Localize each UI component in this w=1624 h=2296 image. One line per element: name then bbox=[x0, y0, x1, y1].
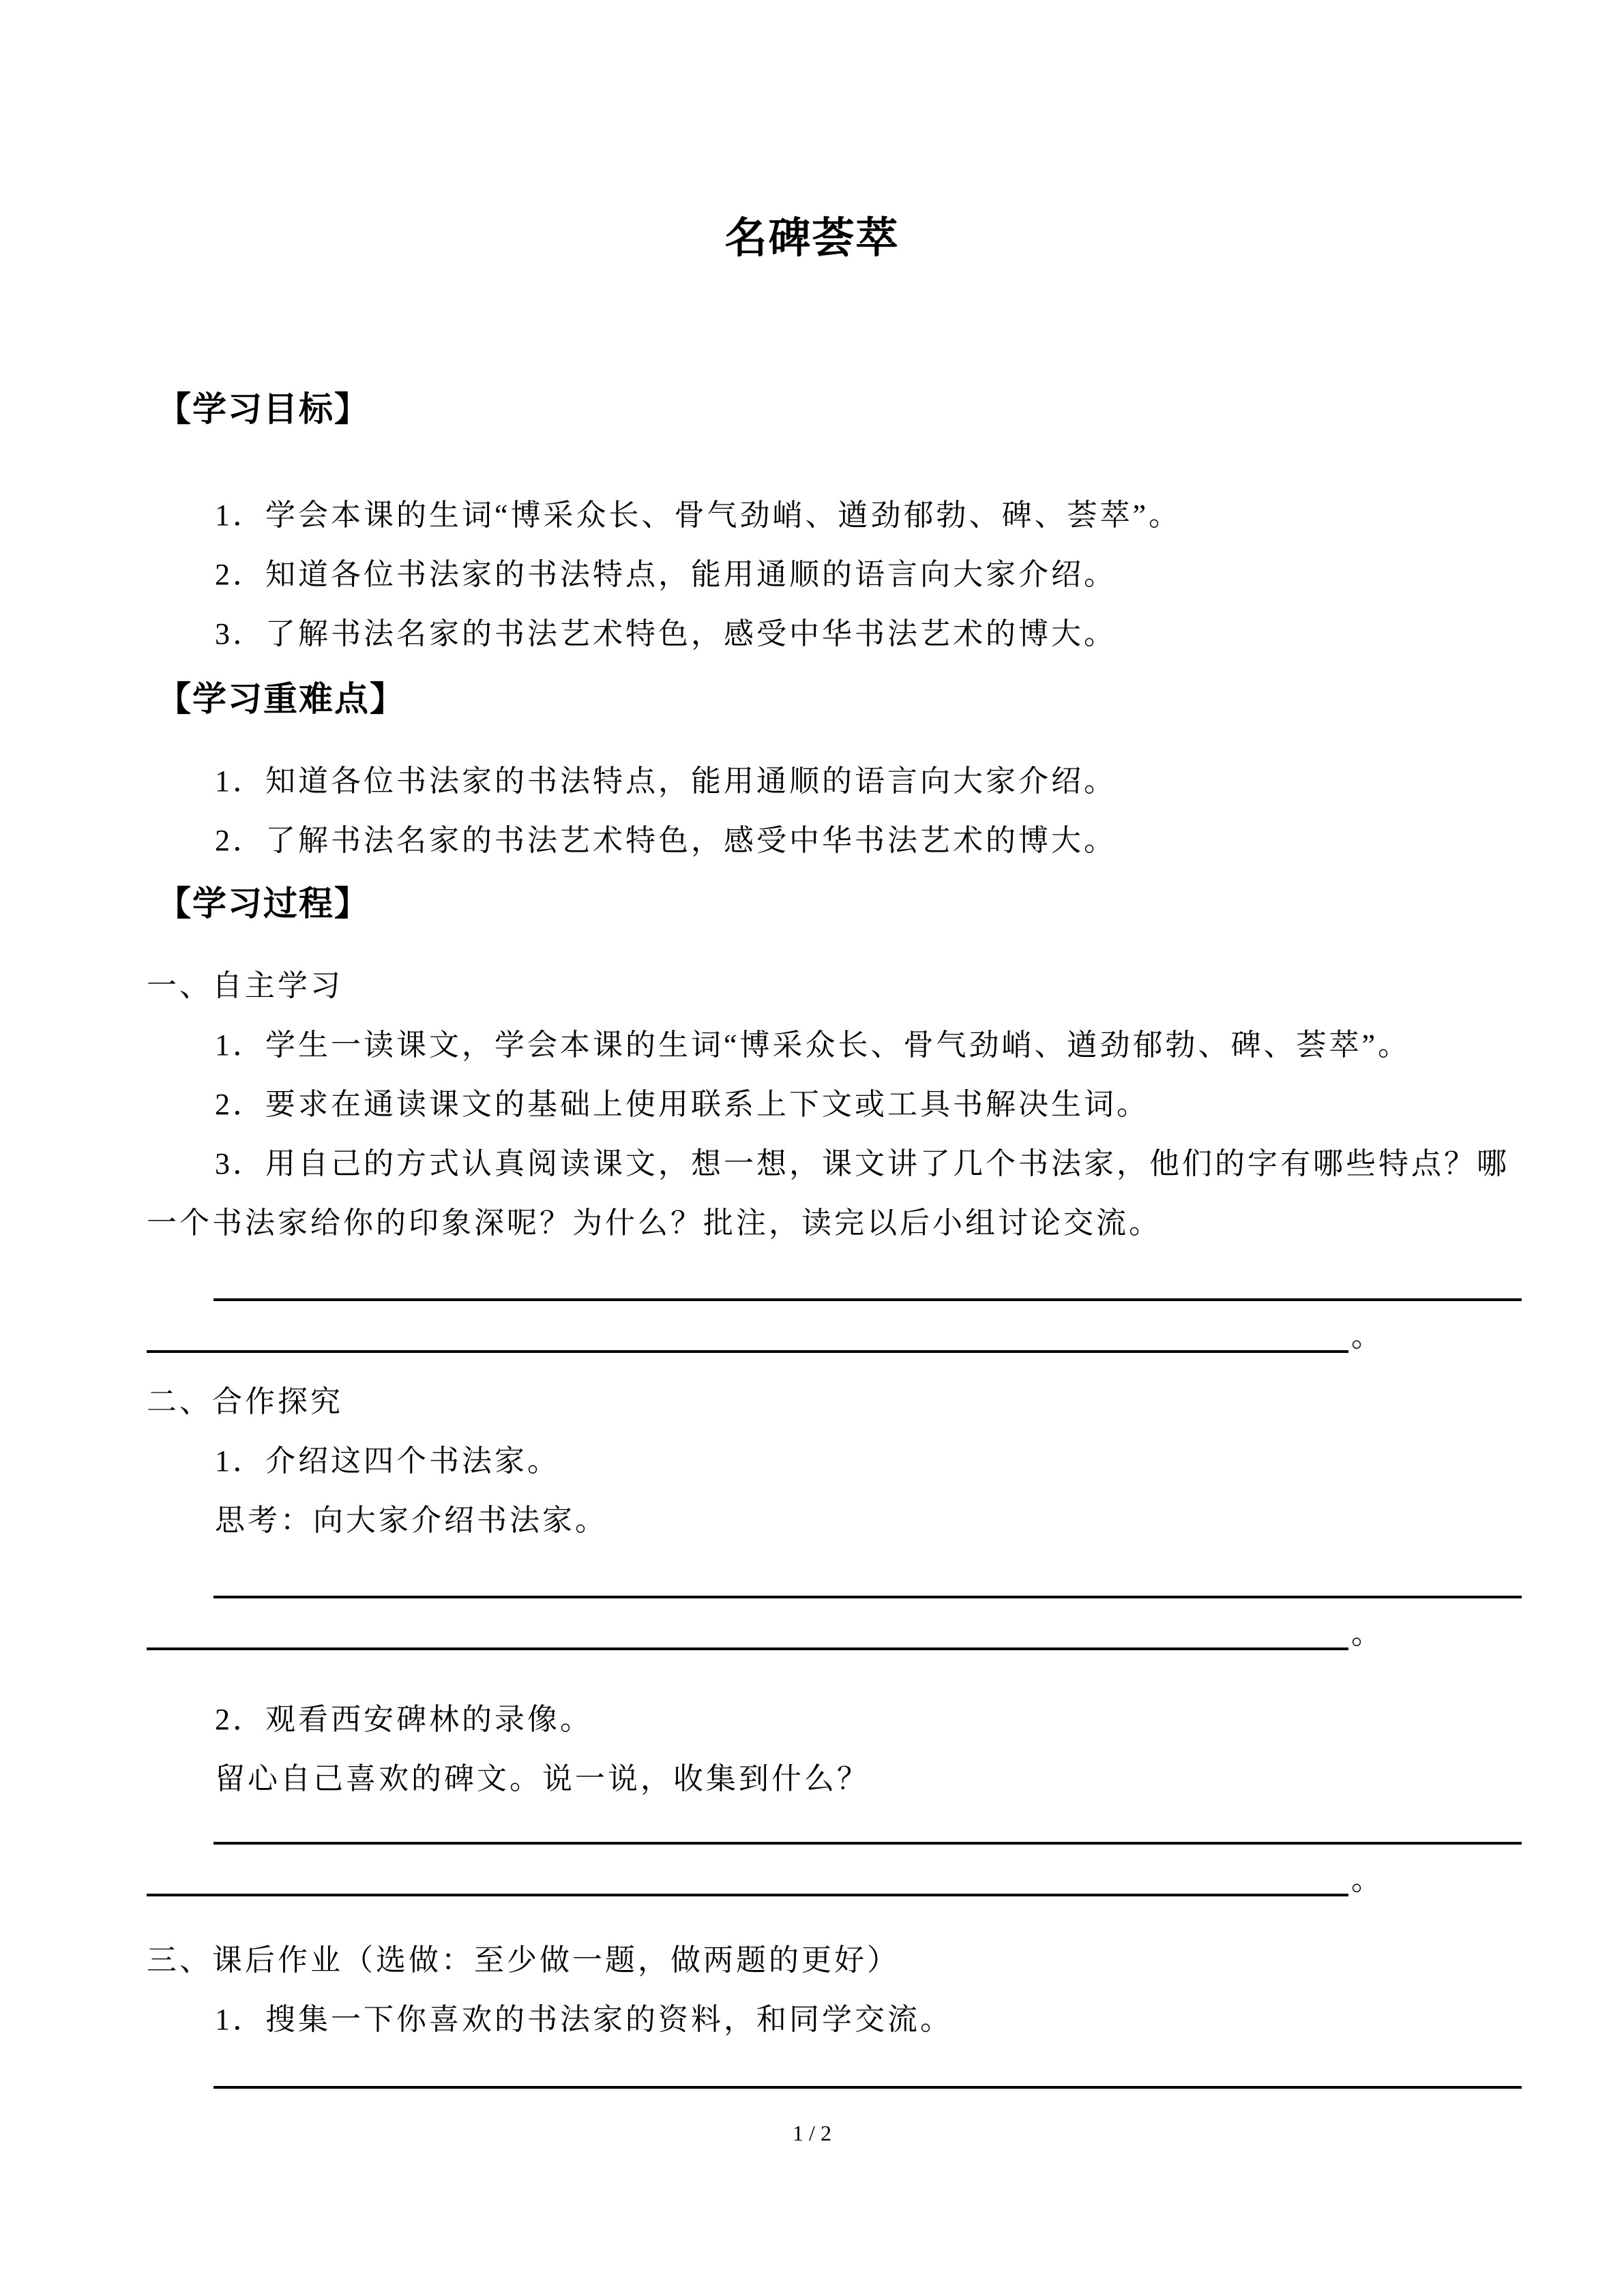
answer-line bbox=[213, 1253, 1522, 1301]
document-title: 名碑荟萃 bbox=[724, 215, 900, 262]
answer-line-period: 。 bbox=[1351, 1320, 1381, 1353]
inquiry-item-1: 1．介绍这四个书法家。 bbox=[215, 1444, 560, 1478]
self-study-item-1: 1．学生一读课文，学会本课的生词“博采众长、骨气劲峭、遒劲郁勃、碑、荟萃”。 bbox=[215, 1028, 1411, 1062]
answer-line-period: 。 bbox=[1351, 1617, 1381, 1650]
section-heading-learning-goals: 【学习目标】 bbox=[157, 390, 370, 428]
page-number: 1 / 2 bbox=[793, 2121, 831, 2145]
inquiry-think-prompt: 思考：向大家介绍书法家。 bbox=[215, 1504, 608, 1537]
inquiry-item-2-note: 留心自己喜欢的碑文。说一说，收集到什么？ bbox=[215, 1762, 870, 1795]
section-heading-learning-process: 【学习过程】 bbox=[157, 884, 370, 923]
answer-line-rule bbox=[147, 1301, 1348, 1353]
answer-line bbox=[213, 1808, 1522, 1845]
self-study-item-2: 2．要求在通读课文的基础上使用联系上下文或工具书解决生词。 bbox=[215, 1088, 1149, 1121]
part-label-homework: 三、课后作业（选做：至少做一题，做两题的更好） bbox=[147, 1943, 900, 1977]
answer-line-rule bbox=[147, 1845, 1348, 1896]
key-point-item-1: 1．知道各位书法家的书法特点，能用通顺的语言向大家介绍。 bbox=[215, 764, 1117, 798]
part-label-self-study: 一、自主学习 bbox=[147, 969, 343, 1002]
section-heading-key-points: 【学习重难点】 bbox=[157, 680, 405, 718]
answer-line-period: 。 bbox=[1351, 1863, 1381, 1896]
homework-item-1: 1．搜集一下你喜欢的书法家的资料，和同学交流。 bbox=[215, 2003, 953, 2036]
answer-line bbox=[147, 1598, 1522, 1650]
key-point-item-2: 2．了解书法名家的书法艺术特色，感受中华书法艺术的博大。 bbox=[215, 824, 1117, 857]
answer-line bbox=[147, 1301, 1522, 1353]
answer-line-rule bbox=[147, 1598, 1348, 1650]
answer-line bbox=[213, 1550, 1522, 1598]
inquiry-item-2: 2．观看西安碑林的录像。 bbox=[215, 1703, 593, 1736]
answer-line bbox=[147, 1845, 1522, 1896]
self-study-item-3: 3．用自己的方式认真阅读课文，想一想，课文讲了几个书法家，他们的字有哪些特点？哪一个书法家给你的印象深呢？为什么？批注，读完以后小组讨论交流。 bbox=[147, 1147, 1509, 1240]
part-label-cooperative-inquiry: 二、合作探究 bbox=[147, 1385, 343, 1418]
learning-goal-item-2: 2．知道各位书法家的书法特点，能用通顺的语言向大家介绍。 bbox=[215, 558, 1117, 591]
learning-goal-item-3: 3．了解书法名家的书法艺术特色，感受中华书法艺术的博大。 bbox=[215, 617, 1117, 651]
answer-line bbox=[213, 2049, 1522, 2089]
learning-goal-item-1: 1．学会本课的生词“博采众长、骨气劲峭、遒劲郁勃、碑、荟萃”。 bbox=[215, 498, 1182, 532]
